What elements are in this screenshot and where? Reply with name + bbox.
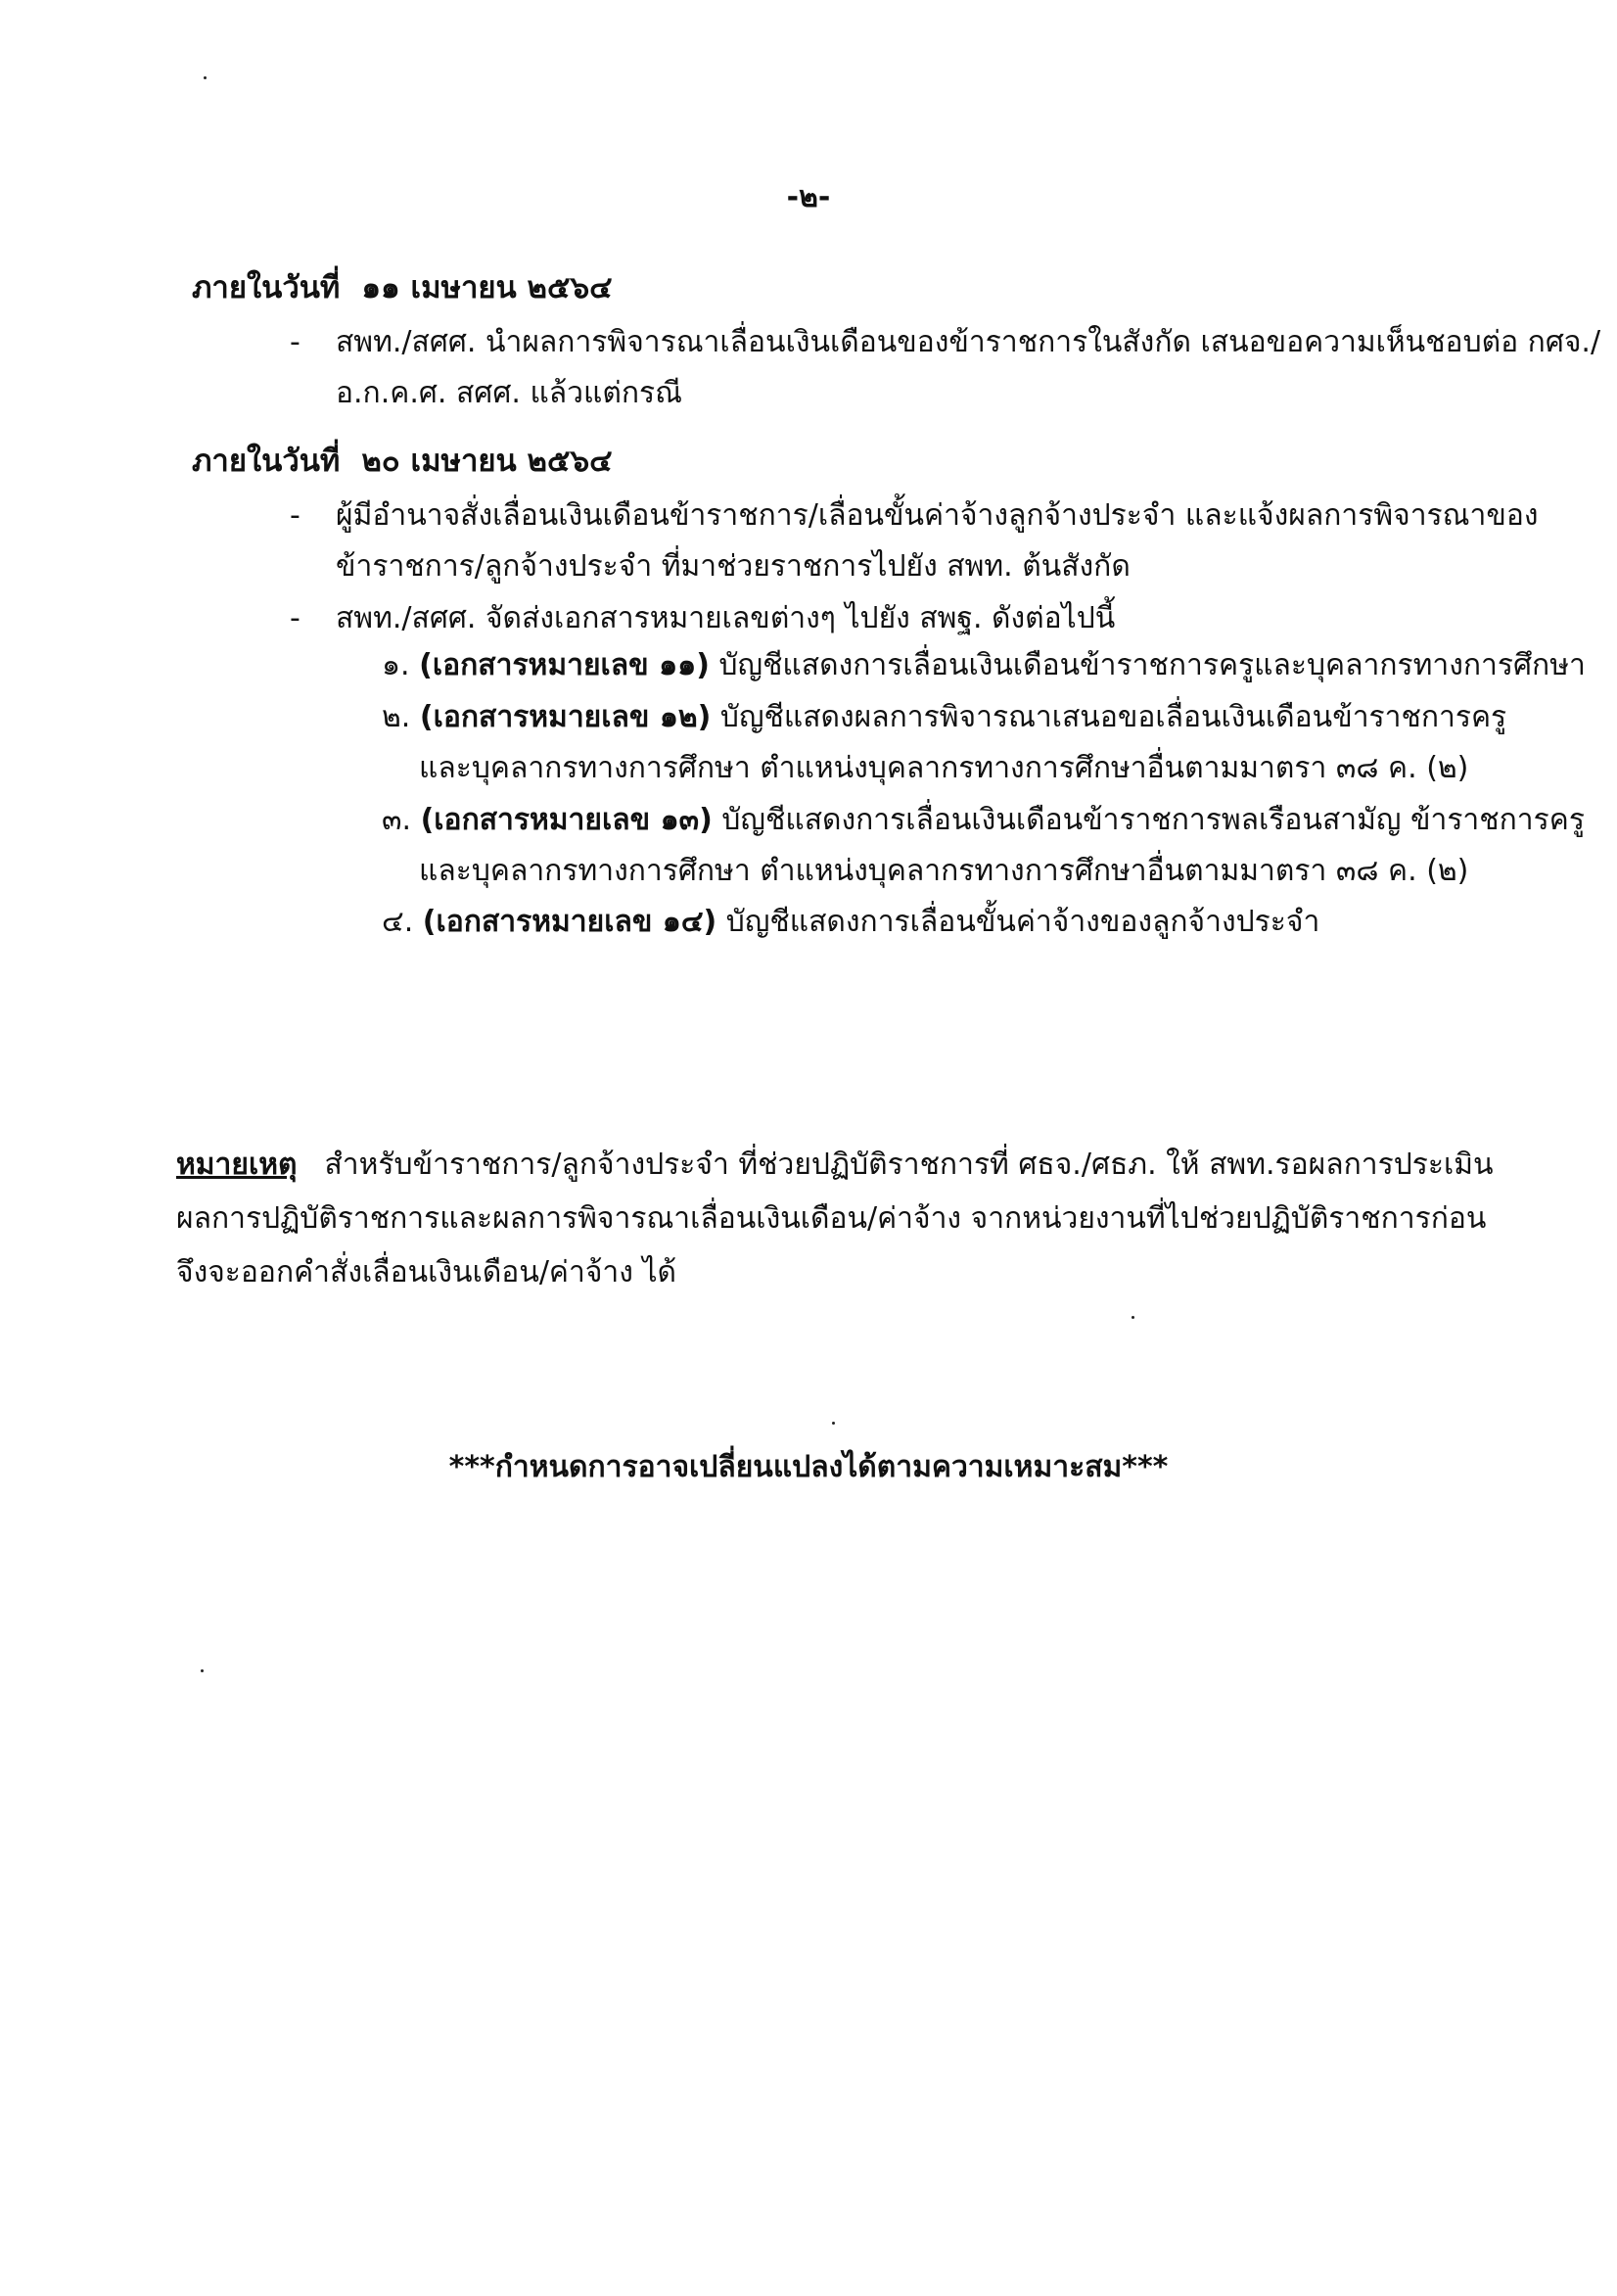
list-item-cont: และบุคลากรทางการศึกษา ตำแหน่งบุคลากรทางการศึกษาอื่นตามมาตรา ๓๘ ค. (๒) xyxy=(419,854,1469,888)
bullet-dash: - xyxy=(290,498,300,533)
note-block xyxy=(176,1138,1507,1299)
section-heading xyxy=(192,436,613,485)
item-text: บัญชีแสดงการเลื่อนเงินเดือนข้าราชการครูและบุคลากรทางการศึกษา xyxy=(718,648,1586,682)
item-number: ๒. xyxy=(382,700,411,734)
note-line xyxy=(176,1138,1507,1192)
note-line: จึงจะออกคำสั่งเลื่อนเงินเดือน/ค่าจ้าง ได้ xyxy=(176,1255,677,1289)
note-line: ผลการปฏิบัติราชการและผลการพิจารณาเลื่อนเงินเดือน/ค่าจ้าง จากหน่วยงานที่ไปช่วยปฏิบัติราชการก่อน xyxy=(176,1201,1487,1236)
bullet-text-cont: อ.ก.ค.ศ. สศศ. แล้วแต่กรณี xyxy=(336,376,682,410)
bullet-dash: - xyxy=(290,601,300,635)
item-text: บัญชีแสดงผลการพิจารณาเสนอขอเลื่อนเงินเดือนข้าราชการครู xyxy=(719,700,1507,734)
item-number: ๔. xyxy=(382,905,414,939)
section-heading xyxy=(192,262,613,311)
note-label: หมายเหตุ xyxy=(176,1148,298,1182)
footer-notice: ***กำหนดการอาจเปลี่ยนแปลงได้ตามความเหมาะสม*** xyxy=(448,1450,1169,1484)
list-item xyxy=(382,645,1586,686)
list-item xyxy=(382,697,1506,738)
scan-speck xyxy=(1132,1316,1134,1319)
item-doc-ref: (เอกสารหมายเลข ๑๒) xyxy=(419,700,712,734)
note-text: สำหรับข้าราชการ/ลูกจ้างประจำ ที่ช่วยปฏิบัติราชการที่ ศธจ./ศธภ. ให้ สพท.รอผลการประเมิน xyxy=(324,1148,1494,1182)
scan-speck xyxy=(201,1669,204,1672)
scan-speck xyxy=(204,76,207,79)
bullet-text: สพท./สศศ. จัดส่งเอกสารหมายเลขต่างๆ ไปยัง สพฐ. ดังต่อไปนี้ xyxy=(336,601,1116,635)
bullet-dash: - xyxy=(290,325,300,359)
item-doc-ref: (เอกสารหมายเลข ๑๑) xyxy=(419,648,710,682)
bullet-text-cont: ข้าราชการ/ลูกจ้างประจำ ที่มาช่วยราชการไปยัง สพท. ต้นสังกัด xyxy=(336,549,1131,584)
heading-label: ภายในวันที่ xyxy=(192,270,341,305)
bullet-text: สพท./สศศ. นำผลการพิจารณาเลื่อนเงินเดือนของข้าราชการในสังกัด เสนอขอความเห็นชอบต่อ กศจ./ xyxy=(336,325,1601,359)
item-number: ๑. xyxy=(382,648,410,682)
item-number: ๓. xyxy=(382,803,412,837)
list-item-cont: และบุคลากรทางการศึกษา ตำแหน่งบุคลากรทางการศึกษาอื่นตามมาตรา ๓๘ ค. (๒) xyxy=(419,751,1469,785)
heading-date: ๒๐ เมษายน ๒๕๖๔ xyxy=(361,444,613,479)
item-text: บัญชีแสดงการเลื่อนขั้นค่าจ้างของลูกจ้างประจำ xyxy=(725,905,1320,939)
heading-label: ภายในวันที่ xyxy=(192,444,341,479)
bullet-text: ผู้มีอำนาจสั่งเลื่อนเงินเดือนข้าราชการ/เลื่อนขั้นค่าจ้างลูกจ้างประจำ และแจ้งผลการพิจารณาของ xyxy=(336,498,1539,533)
item-doc-ref: (เอกสารหมายเลข ๑๔) xyxy=(422,905,717,939)
list-item xyxy=(382,902,1319,943)
item-doc-ref: (เอกสารหมายเลข ๑๓) xyxy=(420,803,713,837)
heading-date: ๑๑ เมษายน ๒๕๖๔ xyxy=(361,270,613,305)
page-number: -๒- xyxy=(786,180,831,214)
item-text: บัญชีแสดงการเลื่อนเงินเดือนข้าราชการพลเรือนสามัญ ข้าราชการครู xyxy=(721,803,1585,837)
list-item xyxy=(382,800,1585,841)
scan-speck xyxy=(832,1422,835,1425)
